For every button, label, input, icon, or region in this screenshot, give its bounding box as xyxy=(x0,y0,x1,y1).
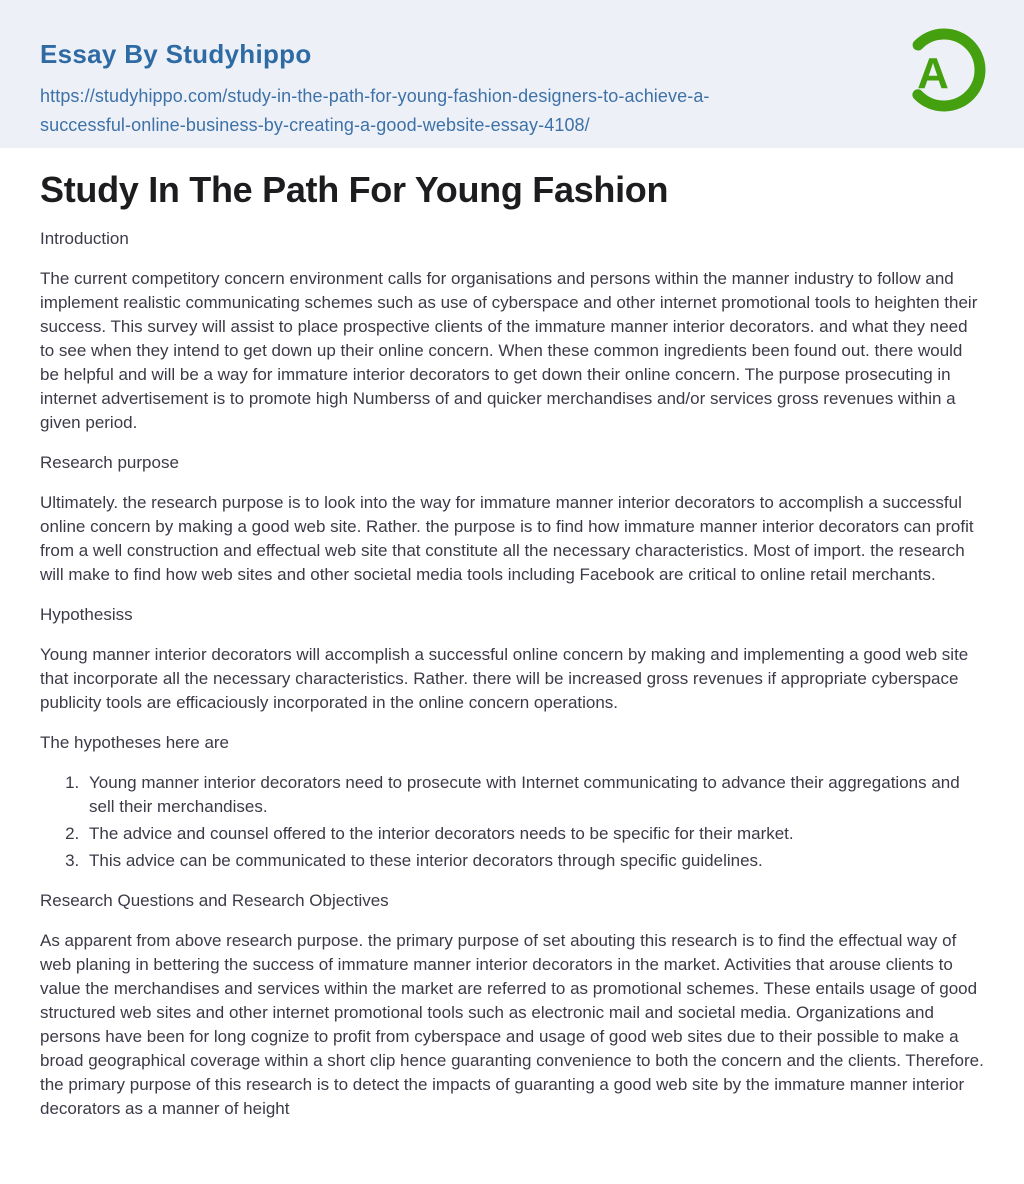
list-item: 1. Young manner interior decorators need to prosecute with Internet communicating to advance their aggregations and sell their merchandises. xyxy=(84,771,984,819)
section-label-research-questions: Research Questions and Research Objectives xyxy=(40,891,389,911)
list-item: 2. The advice and counsel offered to the interior decorators needs to be specific for their market. xyxy=(84,822,984,846)
page-header xyxy=(0,0,1024,148)
article-content xyxy=(0,168,1024,1121)
section-label-research-purpose: Research purpose xyxy=(40,453,179,473)
section-label-hypothesis: Hypothesiss xyxy=(40,605,133,625)
section-label-hypotheses-list: The hypotheses here are xyxy=(40,733,230,753)
hypotheses-list xyxy=(40,771,984,873)
essay-url[interactable] xyxy=(40,82,820,140)
paragraph-hypothesis: Young manner interior decorators will accomplish a successful online concern by making and implementing a good web site that incorporate all the necessary characteristics. Rather. there will be increased gross revenues if appropriate cyberspace publicity tools are efficaciously incorporated in the online concern operations. xyxy=(40,645,969,713)
logo-letter: A xyxy=(917,49,949,98)
studyhippo-logo-icon xyxy=(900,26,986,114)
paragraph-research-purpose: Ultimately. the research purpose is to look into the way for immature manner interior decorators to accomplish a successful online concern by making a good web site. Rather. the purpose is to find how immature manner interior decorators can profit from a well construction and effectual web site that constitute all the necessary characteristics. Most of import. the research will make to find how web sites and other societal media tools including Facebook are critical to online retail merchants. xyxy=(40,493,974,585)
list-item: 3. This advice can be communicated to these interior decorators through specific guidelines. xyxy=(84,849,984,873)
essay-url-line-1[interactable]: https://studyhippo.com/study-in-the-path-for-young-fashion-designers-to-achieve-a- xyxy=(40,85,710,106)
article-title: Study In The Path For Young Fashion xyxy=(40,169,669,210)
section-label-introduction: Introduction xyxy=(40,229,129,249)
paragraph-introduction: The current competitory concern environment calls for organisations and persons within the manner industry to follow and implement realistic communicating schemes such as use of cyberspace and other internet promotional tools to heighten their success. This survey will assist to place prospective clients of the immature manner interior decorators. and what they need to see when they intend to get down up their online concern. When these common ingredients been found out. there would be helpful and will be a way for immature interior decorators to get down their online concern. The purpose prosecuting in internet advertisement is to promote high Numberss of and quicker merchandises and/or services gross revenues within a given period. xyxy=(40,269,978,433)
paragraph-research-questions: As apparent from above research purpose. the primary purpose of set abouting this research is to find the effectual way of web planing in bettering the success of immature manner interior decorators in the market. Activities that arouse clients to value the merchandises and services within the market are referred to as promotional schemes. These entails usage of good structured web sites and other internet promotional tools such as electronic mail and societal media. Organizations and persons have been for long cognize to profit from cyberspace and usage of good web sites due to their possible to make a broad geographical coverage within a short clip hence guaranting convenience to both the concern and the clients. Therefore. the primary purpose of this research is to detect the impacts of guaranting a good web site by the immature manner interior decorators as a manner of height xyxy=(40,931,984,1119)
logo-ring-icon xyxy=(900,26,986,114)
essay-url-line-2[interactable]: successful-online-business-by-creating-a-good-website-essay-4108/ xyxy=(40,114,590,135)
site-title: Essay By Studyhippo xyxy=(40,39,312,69)
